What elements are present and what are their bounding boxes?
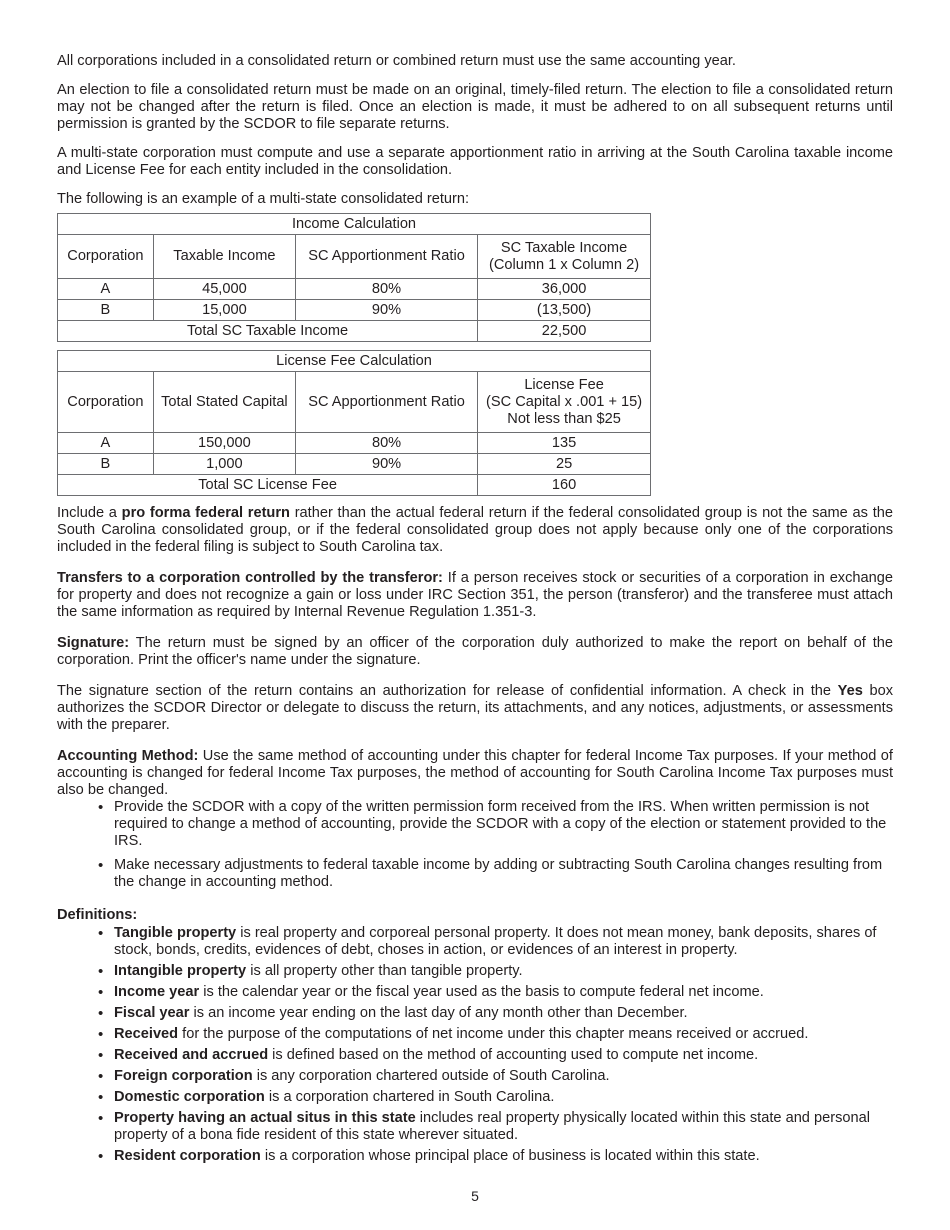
definition-text: is a corporation chartered in South Carolina. xyxy=(264,1089,555,1105)
paragraph-accounting-method xyxy=(57,748,893,799)
paragraph-pro-forma xyxy=(57,505,893,556)
table-row xyxy=(58,454,651,475)
text: rather than the actual federal return if the federal consolidated group is not the same as the South Carolina consolidated group, or if the federal consolidated group does not apply because only one of the corporations included in the federal filing is subject to South Carolina tax. xyxy=(57,505,893,555)
document-page xyxy=(57,53,893,1165)
table-cell: B xyxy=(58,300,154,321)
total-value: 160 xyxy=(478,475,651,496)
definition-text: is the calendar year or the fiscal year used as the basis to compute federal net income. xyxy=(199,984,764,1000)
total-label: Total SC License Fee xyxy=(58,475,478,496)
table-cell: 90% xyxy=(295,454,477,475)
definition-term: Received xyxy=(114,1026,179,1042)
license-fee-calculation-table xyxy=(57,350,651,496)
column-header xyxy=(478,372,651,433)
definition-item xyxy=(57,1005,893,1022)
table-cell: 150,000 xyxy=(153,433,295,454)
column-header-line: (Column 1 x Column 2) xyxy=(489,256,640,273)
text: Include a xyxy=(57,505,122,521)
column-header-line: License Fee xyxy=(524,376,604,393)
definition-text: includes real property physically located within this state and personal property of a bona fide resident of this state wherever situated. xyxy=(114,1110,870,1143)
column-header: SC Apportionment Ratio xyxy=(295,372,477,433)
definition-text: is an income year ending on the last day of any month other than December. xyxy=(189,1005,688,1021)
text: box authorizes the SCDOR Director or delegate to discuss the return, its attachments, and any notices, adjustments, or assessments with the preparer. xyxy=(57,683,893,733)
bold-term: Yes xyxy=(837,683,863,699)
paragraph-accounting-year: All corporations included in a consolidated return or combined return must use the same accounting year. xyxy=(57,53,736,69)
table-cell: 36,000 xyxy=(478,279,651,300)
definition-term: Tangible property xyxy=(114,925,237,941)
page-number: 5 xyxy=(471,1188,479,1204)
definition-text: is real property and corporeal personal property. It does not mean money, bank deposits, shares of stock, bonds, credits, evidences of debt, choses in action, or evidences of an interest in property. xyxy=(114,925,877,958)
total-value: 22,500 xyxy=(478,321,651,342)
bold-term: pro forma federal return xyxy=(121,505,290,521)
total-label: Total SC Taxable Income xyxy=(58,321,478,342)
table-cell: (13,500) xyxy=(478,300,651,321)
definition-term: Fiscal year xyxy=(114,1005,190,1021)
paragraph-transfers xyxy=(57,570,893,621)
text: The return must be signed by an officer of the corporation duly authorized to make the report on behalf of the corporation. Print the officer's name under the signature. xyxy=(57,635,893,668)
text: Use the same method of accounting under this chapter for federal Income Tax purposes. If your method of accounting is changed for federal Income Tax purposes, the method of accounting for South Carolina Income Tax purposes must also be changed. xyxy=(57,748,893,798)
table-cell: 15,000 xyxy=(153,300,295,321)
table-row xyxy=(58,433,651,454)
column-header-line: SC Taxable Income xyxy=(500,239,628,256)
text: The signature section of the return contains an authorization for release of confidential information. A check in the xyxy=(57,683,838,699)
table-cell: B xyxy=(58,454,154,475)
definition-term: Income year xyxy=(114,984,200,1000)
definition-text: for the purpose of the computations of net income under this chapter means received or accrued. xyxy=(178,1026,809,1042)
section-heading: Accounting Method: xyxy=(57,748,199,764)
column-header xyxy=(478,235,651,279)
paragraph-multistate: A multi-state corporation must compute and use a separate apportionment ratio in arriving at the South Carolina taxable income and License Fee for each entity included in the consolidation. xyxy=(57,145,893,178)
table-row xyxy=(58,279,651,300)
column-header: Total Stated Capital xyxy=(153,372,295,433)
definition-term: Intangible property xyxy=(114,963,247,979)
definition-text: is any corporation chartered outside of South Carolina. xyxy=(252,1068,610,1084)
table-cell: 45,000 xyxy=(153,279,295,300)
definitions-heading: Definitions: xyxy=(57,907,138,923)
definition-text: is defined based on the method of accounting used to compute net income. xyxy=(268,1047,759,1063)
table-cell: 80% xyxy=(295,279,477,300)
paragraph-election: An election to file a consolidated return must be made on an original, timely-filed return. The election to file a consolidated return may not be changed after the return is filed. Once an election is made, it must be adhered to on all subsequent returns until permission is granted by the SCDOR to file separate returns. xyxy=(57,82,893,132)
definitions-list xyxy=(57,925,893,1165)
text: If a person receives stock or securities of a corporation in exchange for property and does not recognize a gain or loss under IRC Section 351, the person (transferor) and the transferee must attach the same information as required by Internal Revenue Regulation 1.351-3. xyxy=(57,570,893,620)
section-heading: Transfers to a corporation controlled by the transferor: xyxy=(57,570,443,586)
definition-term: Received and accrued xyxy=(114,1047,269,1063)
definition-item xyxy=(57,984,893,1001)
definition-item xyxy=(57,925,893,959)
column-header: Corporation xyxy=(58,372,154,433)
definition-item xyxy=(57,1068,893,1085)
definition-item xyxy=(57,963,893,980)
definition-text: is a corporation whose principal place of business is located within this state. xyxy=(260,1148,760,1164)
definition-item xyxy=(57,1047,893,1064)
table-cell: A xyxy=(58,279,154,300)
paragraph-example-intro: The following is an example of a multi-state consolidated return: xyxy=(57,191,470,207)
table-row xyxy=(58,300,651,321)
table-title: Income Calculation xyxy=(58,214,651,235)
paragraph-signature xyxy=(57,635,893,669)
definition-item xyxy=(57,1110,893,1144)
definition-term: Domestic corporation xyxy=(114,1089,265,1105)
table-total-row xyxy=(58,321,651,342)
table-total-row xyxy=(58,475,651,496)
column-header: SC Apportionment Ratio xyxy=(295,235,477,279)
definition-term: Property having an actual situs in this state xyxy=(114,1110,416,1126)
column-header: Corporation xyxy=(58,235,154,279)
table-cell: 1,000 xyxy=(153,454,295,475)
column-header-line: (SC Capital x .001 + 15) xyxy=(486,393,643,410)
definition-item xyxy=(57,1148,893,1165)
definition-item xyxy=(57,1026,893,1043)
definition-term: Resident corporation xyxy=(114,1148,261,1164)
definition-term: Foreign corporation xyxy=(114,1068,253,1084)
section-heading: Signature: xyxy=(57,635,130,651)
column-header-line: Not less than $25 xyxy=(507,410,621,427)
table-title: License Fee Calculation xyxy=(58,351,651,372)
table-cell: 90% xyxy=(295,300,477,321)
column-header: Taxable Income xyxy=(153,235,295,279)
paragraph-signature-authorization xyxy=(57,683,893,734)
list-item: • Provide the SCDOR with a copy of the written permission form received from the IRS. When written permission is not required to change a method of accounting, provide the SCDOR with a copy of the election or statement provided to the IRS. xyxy=(57,799,893,850)
accounting-method-list xyxy=(57,799,893,891)
income-calculation-table xyxy=(57,213,651,342)
table-cell: 25 xyxy=(478,454,651,475)
definition-item xyxy=(57,1089,893,1106)
list-item: • Make necessary adjustments to federal taxable income by adding or subtracting South Carolina changes resulting from the change in accounting method. xyxy=(57,857,893,891)
definition-text: is all property other than tangible property. xyxy=(246,963,523,979)
table-cell: 80% xyxy=(295,433,477,454)
table-cell: A xyxy=(58,433,154,454)
table-cell: 135 xyxy=(478,433,651,454)
